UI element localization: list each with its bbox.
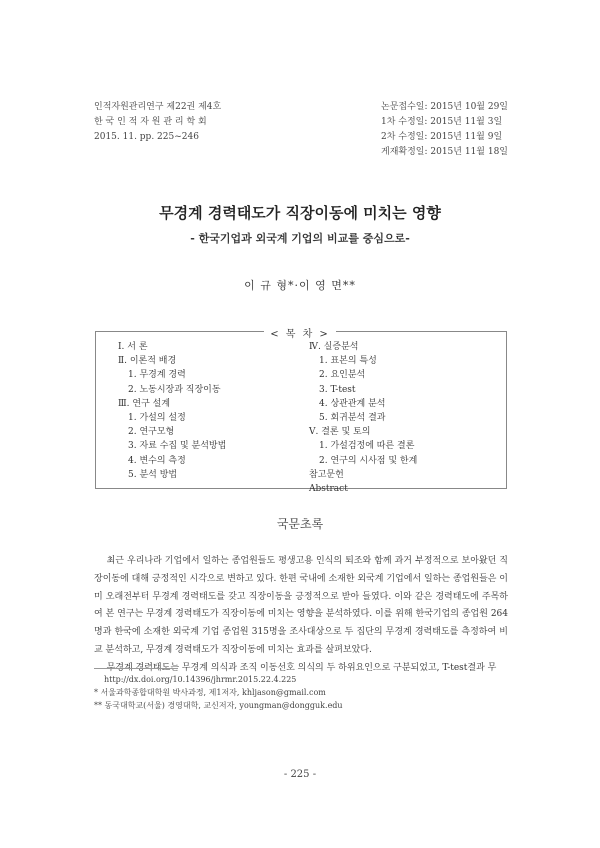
page-number: - 225 - bbox=[283, 769, 317, 780]
toc-left-column bbox=[118, 340, 226, 482]
toc-item: 2. 요인분석 bbox=[319, 370, 366, 381]
toc-item: 5. 분석 방법 bbox=[128, 469, 178, 480]
journal-header-left bbox=[94, 100, 221, 145]
journal-header-right bbox=[381, 100, 508, 160]
toc-item: Ⅳ. 실증분석 bbox=[309, 342, 359, 352]
toc-item: Ⅰ. 서 론 bbox=[118, 342, 148, 352]
paper-title: 무경계 경력태도가 직장이동에 미치는 영향 bbox=[159, 204, 441, 222]
accepted-date: 게재확정일: 2015년 11월 18일 bbox=[381, 147, 508, 157]
toc-item: 3. 자료 수집 및 분석방법 bbox=[128, 441, 227, 452]
revision2-date: 2차 수정일: 2015년 11월 9일 bbox=[381, 132, 503, 142]
doi-link[interactable]: http://dx.doi.org/10.14396/jhrmr.2015.22.4.225 bbox=[104, 675, 297, 684]
abstract-paragraph: 무경계 경력태도는 무경계 의식과 조직 이동선호 의식의 두 하위요인으로 구분되었고, T-test결과 무 bbox=[106, 662, 497, 673]
footnote-author2: ** 동국대학교(서울) 경영대학, 교신저자, youngman@dongguk.edu bbox=[94, 701, 343, 710]
toc-item: 참고문헌 bbox=[309, 469, 344, 480]
toc-heading-wrap bbox=[0, 322, 600, 341]
toc-item: Ⅲ. 연구 설계 bbox=[118, 398, 171, 409]
toc-item: 3. T-test bbox=[319, 384, 356, 395]
footnotes bbox=[94, 673, 343, 712]
footnote-divider bbox=[94, 668, 178, 669]
society-name: 한 국 인 적 자 원 관 리 학 회 bbox=[94, 117, 207, 127]
toc-item: 1. 가설검정에 따른 결론 bbox=[319, 441, 415, 452]
paper-subtitle: - 한국기업과 외국계 기업의 비교를 중심으로- bbox=[190, 232, 410, 245]
toc-item: 2. 노동시장과 직장이동 bbox=[128, 384, 221, 395]
toc-item: Ⅴ. 결론 및 토의 bbox=[309, 427, 371, 438]
toc-heading: < 목 차 > bbox=[264, 329, 336, 340]
toc-item: 5. 회귀분석 결과 bbox=[319, 413, 386, 424]
abstract-paragraph: 최근 우리나라 기업에서 일하는 종업원들도 평생고용 인식의 퇴조와 함께 과거 부정적으로 보아왔던 직장이동에 대해 긍정적인 시각으로 변하고 있다. 한편 국내에 소재한 외국계 기업에서 일하는 종업원들은 이미 오래전부터 무경계 경력태도를 갖고 직장이동을 긍정적으로 받아 들였다. 이와 같은 경력태도에 주목하여 본 연구는 무경계 경력태도가 직장이동에 미치는 영향을 분석하였다. 이를 위해 한국기업의 종업원 264명과 한국에 소재한 외국계 기업 종업원 315명을 조사대상으로 두 집단의 무경계 경력태도를 측정하여 비교 분석하고, 무경계 경력태도가 직장이동에 미치는 효과를 살펴보았다. bbox=[94, 556, 508, 655]
received-date: 논문접수일: 2015년 10월 29일 bbox=[381, 102, 508, 112]
toc-item: 1. 가설의 설정 bbox=[128, 413, 186, 424]
toc-item: Abstract bbox=[309, 484, 348, 495]
toc-item: 2. 연구의 시사점 및 한계 bbox=[319, 455, 418, 466]
toc-item: 4. 변수의 측정 bbox=[128, 455, 186, 466]
footnote-author1: * 서울과학종합대학원 박사과정, 제1저자, khljason@gmail.com bbox=[94, 688, 326, 697]
paper-authors: 이 규 형*·이 영 면** bbox=[244, 279, 356, 292]
journal-name: 인적자원관리연구 제22권 제4호 bbox=[94, 102, 222, 112]
toc-item: 4. 상관관계 분석 bbox=[319, 398, 386, 409]
toc-item: 1. 무경계 경력 bbox=[128, 370, 186, 381]
toc-item: 2. 연구모형 bbox=[128, 427, 175, 438]
toc-item: 1. 표본의 특성 bbox=[319, 356, 377, 367]
abstract-heading: 국문초록 bbox=[276, 517, 324, 531]
abstract-body bbox=[94, 553, 508, 678]
toc-item: Ⅱ. 이론적 배경 bbox=[118, 356, 177, 367]
revision1-date: 1차 수정일: 2015년 11월 3일 bbox=[381, 117, 503, 127]
issue-pages: 2015. 11. pp. 225~246 bbox=[94, 132, 199, 142]
toc-right-column bbox=[309, 340, 417, 496]
